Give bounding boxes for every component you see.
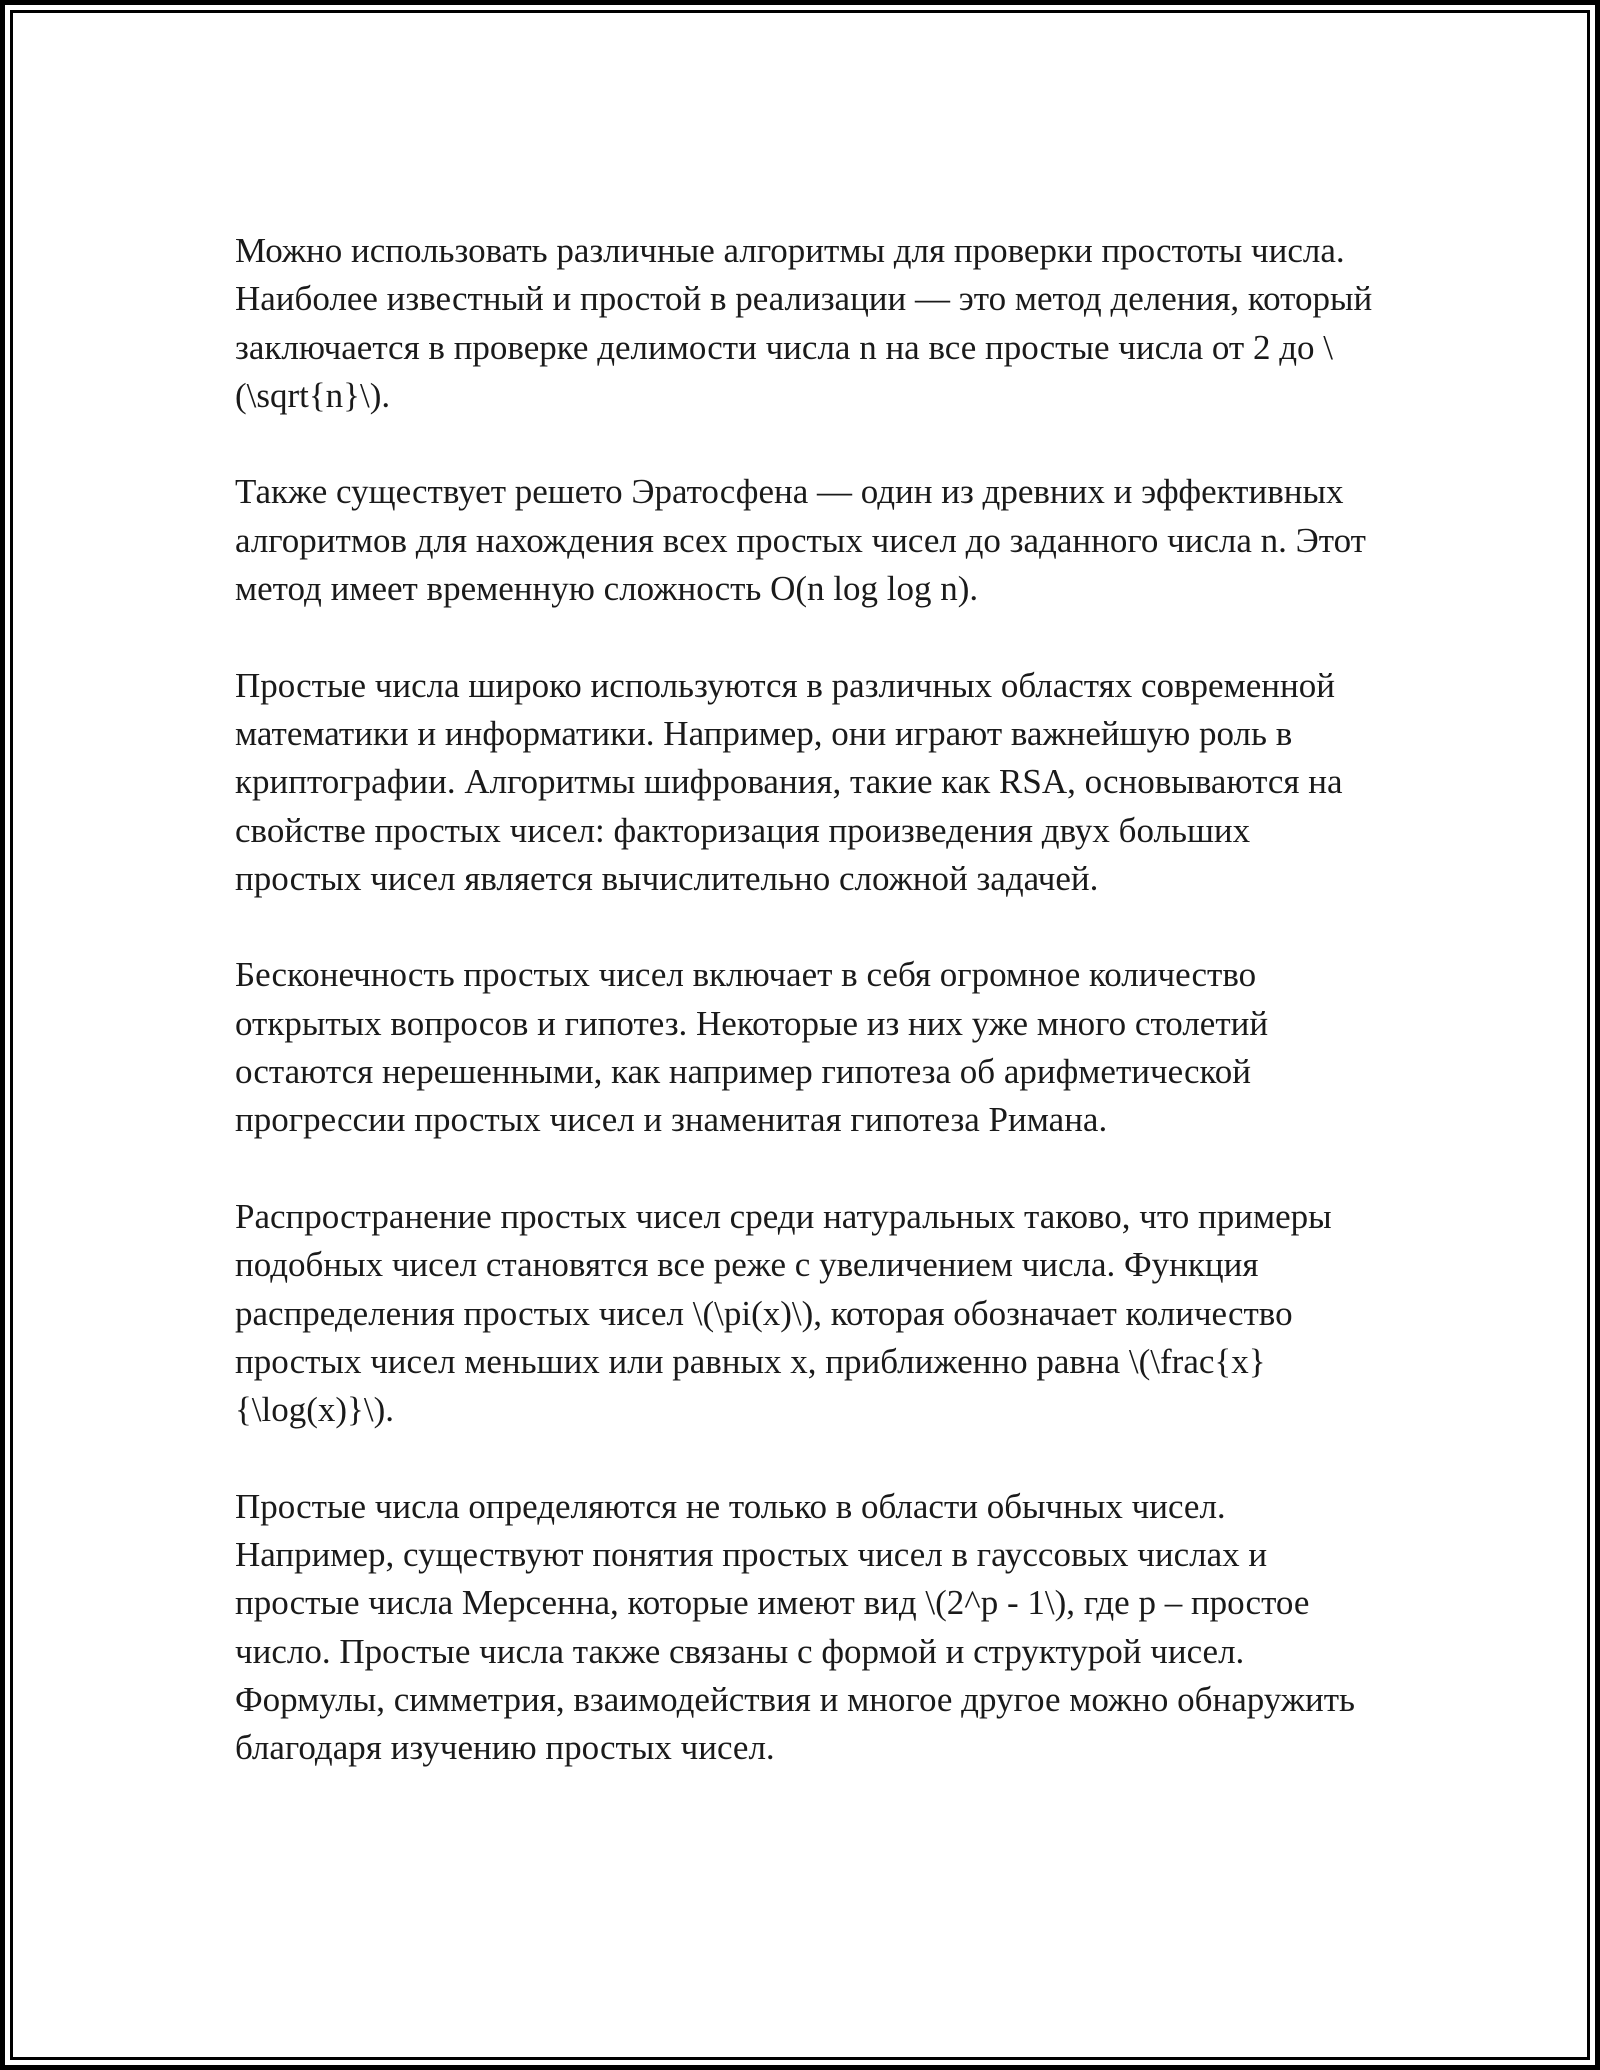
paragraph-open-problems: Бесконечность простых чисел включает в себя огромное количество открытых вопросов и гипотез. Некоторые из них уже много столетий остаются нерешенными, как например гипотеза об арифметической прогрессии простых чисел и знаменитая гипотеза Римана. bbox=[235, 955, 1269, 1140]
paragraph-other-primes: Простые числа определяются не только в области обычных чисел. Например, существуют понятия простых чисел в гауссовых числах и простые числа Мерсенна, которые имеют вид \(2^p - 1\), где p – простое число. Простые числа также связаны с формой и структурой чисел. Формулы, симметрия, взаимодействия и многое другое можно обнаружить благодаря изучению простых чисел. bbox=[235, 1486, 1355, 1768]
paragraph-division-method: Можно использовать различные алгоритмы для проверки простоты числа. Наиболее известный и простой в реализации — это метод деления, который заключается в проверке делимости числа n на все простые числа от 2 до \(\sqrt{n}\). bbox=[235, 231, 1373, 415]
document-body bbox=[235, 227, 1385, 1821]
paragraph-cryptography: Простые числа широко используются в различных областях современной математики и информатики. Например, они играют важнейшую роль в криптографии. Алгоритмы шифрования, такие как RSA, основываются на свойстве простых чисел: факторизация произведения двух больших простых чисел является вычислительно сложной задачей. bbox=[235, 665, 1343, 898]
paragraph-sieve-of-eratosthenes: Также существует решето Эратосфена — один из древних и эффективных алгоритмов для нахождения всех простых чисел до заданного числа n. Этот метод имеет временную сложность O(n log log n). bbox=[235, 472, 1366, 609]
paragraph-prime-distribution: Распространение простых чисел среди натуральных таково, что примеры подобных чисел становятся все реже с увеличением числа. Функция распределения простых чисел \(\pi(x)\), которая обозначает количество простых чисел меньших или равных x, приближенно равна \(\frac{x}{\log(x)}\). bbox=[235, 1196, 1332, 1430]
